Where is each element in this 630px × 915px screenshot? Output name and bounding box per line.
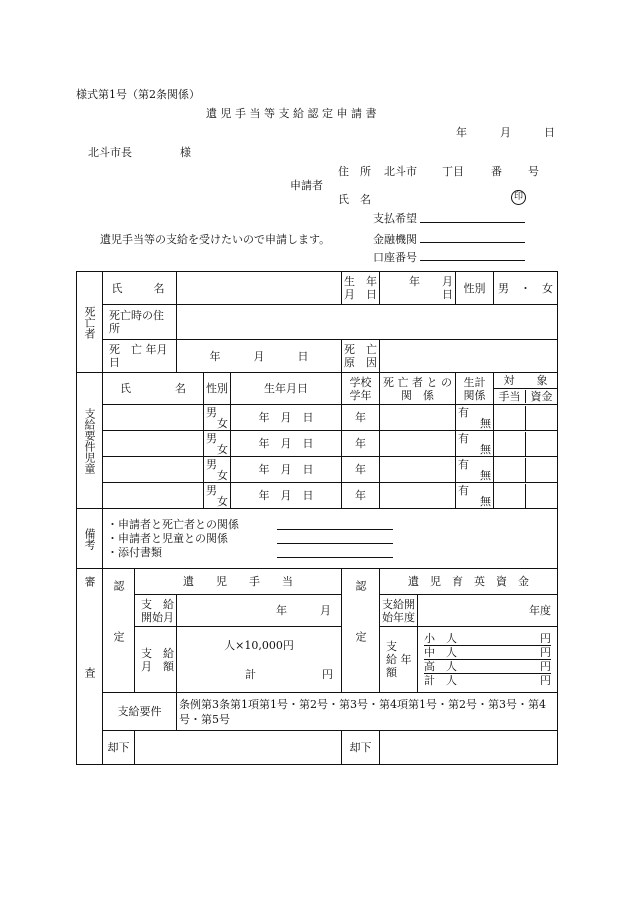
allowance-start-label: 支 給 開始月 bbox=[135, 595, 177, 627]
child-allowance-header: 手当 bbox=[494, 390, 526, 403]
scholarship-title: 遺 児 育 英 資 金 bbox=[380, 569, 558, 595]
scholarship-rejection-field[interactable] bbox=[380, 731, 558, 765]
children-section-label: 支給要件児童 bbox=[77, 373, 103, 509]
child-livelihood-field[interactable]: 有 無 bbox=[456, 457, 494, 483]
child-row bbox=[77, 483, 558, 509]
application-date: 年 月 日 bbox=[456, 126, 555, 139]
remarks-content bbox=[103, 509, 558, 569]
remarks-line-attachments: ・添付書類 bbox=[107, 546, 162, 559]
deceased-section-label: 死亡者 bbox=[77, 272, 103, 373]
allowance-nintei-label: 認定 bbox=[103, 569, 135, 693]
account-label: 口座番号 bbox=[373, 251, 417, 264]
remarks-deceased-relation-field[interactable] bbox=[277, 529, 393, 530]
scholarship-amount-label: 支 給 年 額 bbox=[380, 627, 418, 693]
child-sex-field[interactable]: 男 女 bbox=[204, 405, 231, 431]
child-livelihood-field[interactable]: 有 無 bbox=[456, 431, 494, 457]
child-target-field[interactable] bbox=[494, 457, 558, 483]
child-target-header: 対 象 bbox=[494, 373, 558, 389]
allowance-start-field[interactable]: 年 月 bbox=[177, 595, 342, 627]
child-name-field[interactable] bbox=[103, 431, 204, 457]
allowance-total: 計 円 bbox=[245, 667, 333, 681]
seal-mark: 印 bbox=[511, 190, 526, 205]
address-go: 号 bbox=[528, 165, 539, 178]
address-banchi: 番 bbox=[491, 165, 502, 178]
high-count: 高 人 bbox=[424, 660, 519, 674]
payment-wish-label: 支払希望 bbox=[373, 212, 417, 225]
bank-field[interactable] bbox=[420, 242, 525, 243]
child-livelihood-field[interactable]: 有 無 bbox=[456, 483, 494, 509]
child-target-field[interactable] bbox=[494, 431, 558, 457]
deceased-birth-label: 生 年 月 日 bbox=[342, 272, 380, 305]
middle-yen: 円 bbox=[519, 646, 551, 660]
requirements-value: 条例第3条第1項第1号・第2号・第3号・第4項第1号・第2号・第3号・第4号・第5号 bbox=[177, 693, 558, 731]
child-row bbox=[77, 431, 558, 457]
child-sex-field[interactable]: 男 女 bbox=[204, 483, 231, 509]
scholarship-nintei-label: 認定 bbox=[342, 569, 380, 693]
elementary-count: 小 人 bbox=[424, 632, 519, 646]
child-target-field[interactable] bbox=[494, 405, 558, 431]
requirements-label: 支給要件 bbox=[103, 693, 177, 731]
child-target-field[interactable] bbox=[494, 483, 558, 509]
scholarship-start-field[interactable]: 年度 bbox=[418, 595, 558, 627]
elementary-yen: 円 bbox=[519, 632, 551, 646]
child-relation-field[interactable] bbox=[380, 405, 456, 431]
allowance-rejection-label: 却下 bbox=[103, 731, 135, 765]
child-relation-field[interactable] bbox=[380, 483, 456, 509]
total-count: 計 人 bbox=[424, 674, 457, 687]
death-date-label: 死 亡 年月日 bbox=[103, 340, 177, 373]
child-sex-field[interactable]: 男 女 bbox=[204, 431, 231, 457]
remarks-attachments-field[interactable] bbox=[277, 557, 393, 558]
child-row bbox=[77, 457, 558, 483]
remarks-section-label: 備考 bbox=[77, 509, 103, 569]
child-birth-field[interactable]: 年 月 日 bbox=[231, 405, 342, 431]
bank-label: 金融機関 bbox=[373, 233, 417, 246]
child-grade-field[interactable]: 年 bbox=[342, 483, 380, 509]
scholarship-amount-field[interactable] bbox=[418, 627, 558, 693]
addressee-honorific: 様 bbox=[180, 146, 191, 159]
allowance-amount-label: 支 給 月 額 bbox=[135, 627, 177, 693]
child-name-field[interactable] bbox=[103, 483, 204, 509]
request-text: 遺児手当等の支給を受けたいので申請します。 bbox=[100, 233, 331, 246]
form-number: 様式第1号（第2条関係） bbox=[76, 88, 200, 101]
child-name-header: 氏 名 bbox=[103, 373, 204, 405]
death-cause-label: 死 亡 原 因 bbox=[342, 340, 380, 373]
child-row bbox=[77, 405, 558, 431]
application-form-table bbox=[76, 271, 558, 765]
child-relation-field[interactable] bbox=[380, 431, 456, 457]
deceased-sex-field[interactable]: 男 ・ 女 bbox=[494, 272, 558, 305]
child-livelihood-field[interactable]: 有 無 bbox=[456, 405, 494, 431]
allowance-title: 遺 児 手 当 bbox=[135, 569, 342, 595]
form-title: 遺 児 手 当 等 支 給 認 定 申 請 書 bbox=[206, 107, 377, 120]
child-birth-header: 生年月日 bbox=[231, 373, 342, 405]
allowance-rejection-field[interactable] bbox=[135, 731, 342, 765]
total-yen: 円 bbox=[540, 674, 551, 687]
child-sex-field[interactable]: 男 女 bbox=[204, 457, 231, 483]
account-field[interactable] bbox=[420, 260, 525, 261]
child-name-field[interactable] bbox=[103, 457, 204, 483]
child-grade-field[interactable]: 年 bbox=[342, 405, 380, 431]
high-yen: 円 bbox=[519, 660, 551, 674]
child-relation-field[interactable] bbox=[380, 457, 456, 483]
deceased-birth-field[interactable]: 年 月 日 bbox=[380, 272, 456, 305]
child-birth-field[interactable]: 年 月 日 bbox=[231, 457, 342, 483]
deceased-sex-label: 性別 bbox=[456, 272, 494, 305]
child-target-subheader bbox=[494, 389, 558, 405]
applicant-name-label: 氏 名 bbox=[338, 193, 371, 206]
applicant-label: 申請者 bbox=[290, 179, 323, 192]
death-date-field[interactable]: 年 月 日 bbox=[177, 340, 342, 373]
allowance-amount-field[interactable] bbox=[177, 627, 342, 693]
deceased-name-field[interactable] bbox=[177, 272, 342, 305]
deceased-address-label: 死亡時の住所 bbox=[103, 305, 177, 340]
death-cause-field[interactable] bbox=[380, 340, 558, 373]
child-school-header: 学校 学年 bbox=[342, 373, 380, 405]
deceased-address-field[interactable] bbox=[177, 305, 558, 340]
child-birth-field[interactable]: 年 月 日 bbox=[231, 483, 342, 509]
child-birth-field[interactable]: 年 月 日 bbox=[231, 431, 342, 457]
addressee: 北斗市長 bbox=[88, 146, 132, 159]
payment-wish-field[interactable] bbox=[420, 222, 525, 223]
address-city: 北斗市 bbox=[384, 165, 417, 178]
remarks-child-relation-field[interactable] bbox=[277, 543, 393, 544]
remarks-line-deceased-relation: ・申請者と死亡者との関係 bbox=[107, 518, 239, 531]
scholarship-start-label: 支給開 始年度 bbox=[380, 595, 418, 627]
child-sex-header: 性別 bbox=[204, 373, 231, 405]
child-name-field[interactable] bbox=[103, 405, 204, 431]
remarks-line-child-relation: ・申請者と児童との関係 bbox=[107, 532, 228, 545]
address-chome: 丁目 bbox=[442, 165, 464, 178]
review-section-label: 審査 bbox=[77, 569, 103, 765]
child-relation-header: 死 亡 者 と の 関 係 bbox=[380, 373, 456, 405]
child-grade-field[interactable]: 年 bbox=[342, 457, 380, 483]
allowance-per-person: 人×10,000円 bbox=[224, 638, 294, 652]
deceased-name-label: 氏 名 bbox=[103, 272, 177, 305]
child-scholarship-header: 資金 bbox=[530, 390, 553, 403]
middle-count: 中 人 bbox=[424, 646, 519, 660]
scholarship-rejection-label: 却下 bbox=[342, 731, 380, 765]
child-grade-field[interactable]: 年 bbox=[342, 431, 380, 457]
address-label: 住 所 bbox=[338, 165, 371, 178]
child-livelihood-header: 生計 関係 bbox=[456, 373, 494, 405]
